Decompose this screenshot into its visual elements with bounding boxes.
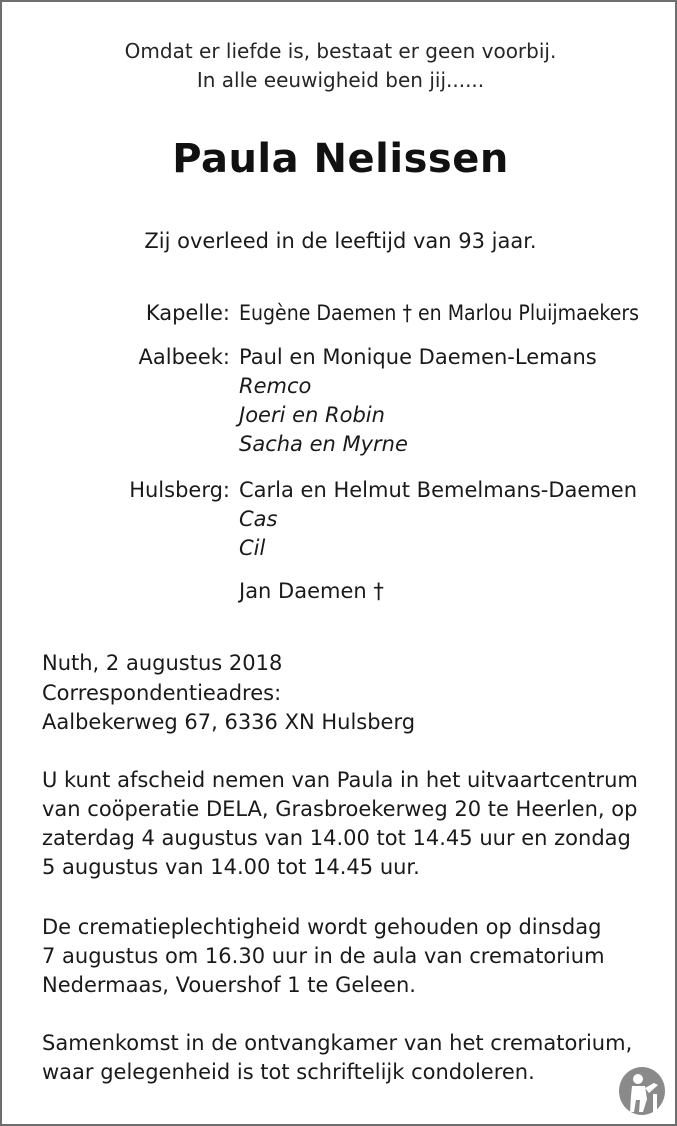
gathering-line: Samenkomst in de ontvangkamer van het crematorium, (42, 1031, 633, 1055)
family-place-hulsberg: Hulsberg: (129, 478, 230, 502)
deceased-name: Paula Nelissen (172, 136, 509, 182)
poem-line-2: In alle eeuwigheid ben jij...... (196, 68, 485, 92)
family-name: Eugène Daemen † en Marlou Pluijmaekers (239, 301, 640, 325)
grandchild-name: Remco (239, 374, 312, 398)
family-place-aalbeek: Aalbeek: (138, 345, 230, 369)
memorial-logo-icon (618, 1066, 666, 1116)
grandchild-name: Sacha en Myrne (239, 432, 408, 456)
family-name: Jan Daemen † (239, 579, 384, 603)
grandchild-name: Cas (239, 507, 278, 531)
cremation-line: 7 augustus om 16.30 uur in de aula van crematorium (42, 944, 605, 968)
family-place-kapelle: Kapelle: (145, 301, 230, 325)
poem-line-1: Omdat er liefde is, bestaat er geen voorbij. (124, 39, 557, 63)
family-name: Carla en Helmut Bemelmans-Daemen (239, 478, 638, 502)
age-line: Zij overleed in de leeftijd van 93 jaar. (144, 229, 537, 253)
visit-line: U kunt afscheid nemen van Paula in het uitvaartcentrum (42, 768, 638, 792)
address-street: Aalbekerweg 67, 6336 XN Hulsberg (42, 710, 416, 734)
family-name: Paul en Monique Daemen-Lemans (239, 345, 597, 369)
cremation-line: De crematieplechtigheid wordt gehouden op dinsdag (42, 915, 602, 939)
place-date: Nuth, 2 augustus 2018 (42, 651, 283, 675)
cremation-line: Nedermaas, Vouershof 1 te Geleen. (42, 973, 416, 997)
visit-line: 5 augustus van 14.00 tot 14.45 uur. (42, 855, 420, 879)
gathering-line: waar gelegenheid is tot schriftelijk condoleren. (42, 1060, 535, 1084)
visit-line: zaterdag 4 augustus van 14.00 tot 14.45 uur en zondag (42, 826, 631, 850)
grandchild-name: Cil (239, 536, 266, 560)
address-label: Correspondentieadres: (42, 681, 282, 705)
visit-line: van coöperatie DELA, Grasbroekerweg 20 te Heerlen, op (42, 797, 638, 821)
grandchild-name: Joeri en Robin (239, 403, 385, 427)
